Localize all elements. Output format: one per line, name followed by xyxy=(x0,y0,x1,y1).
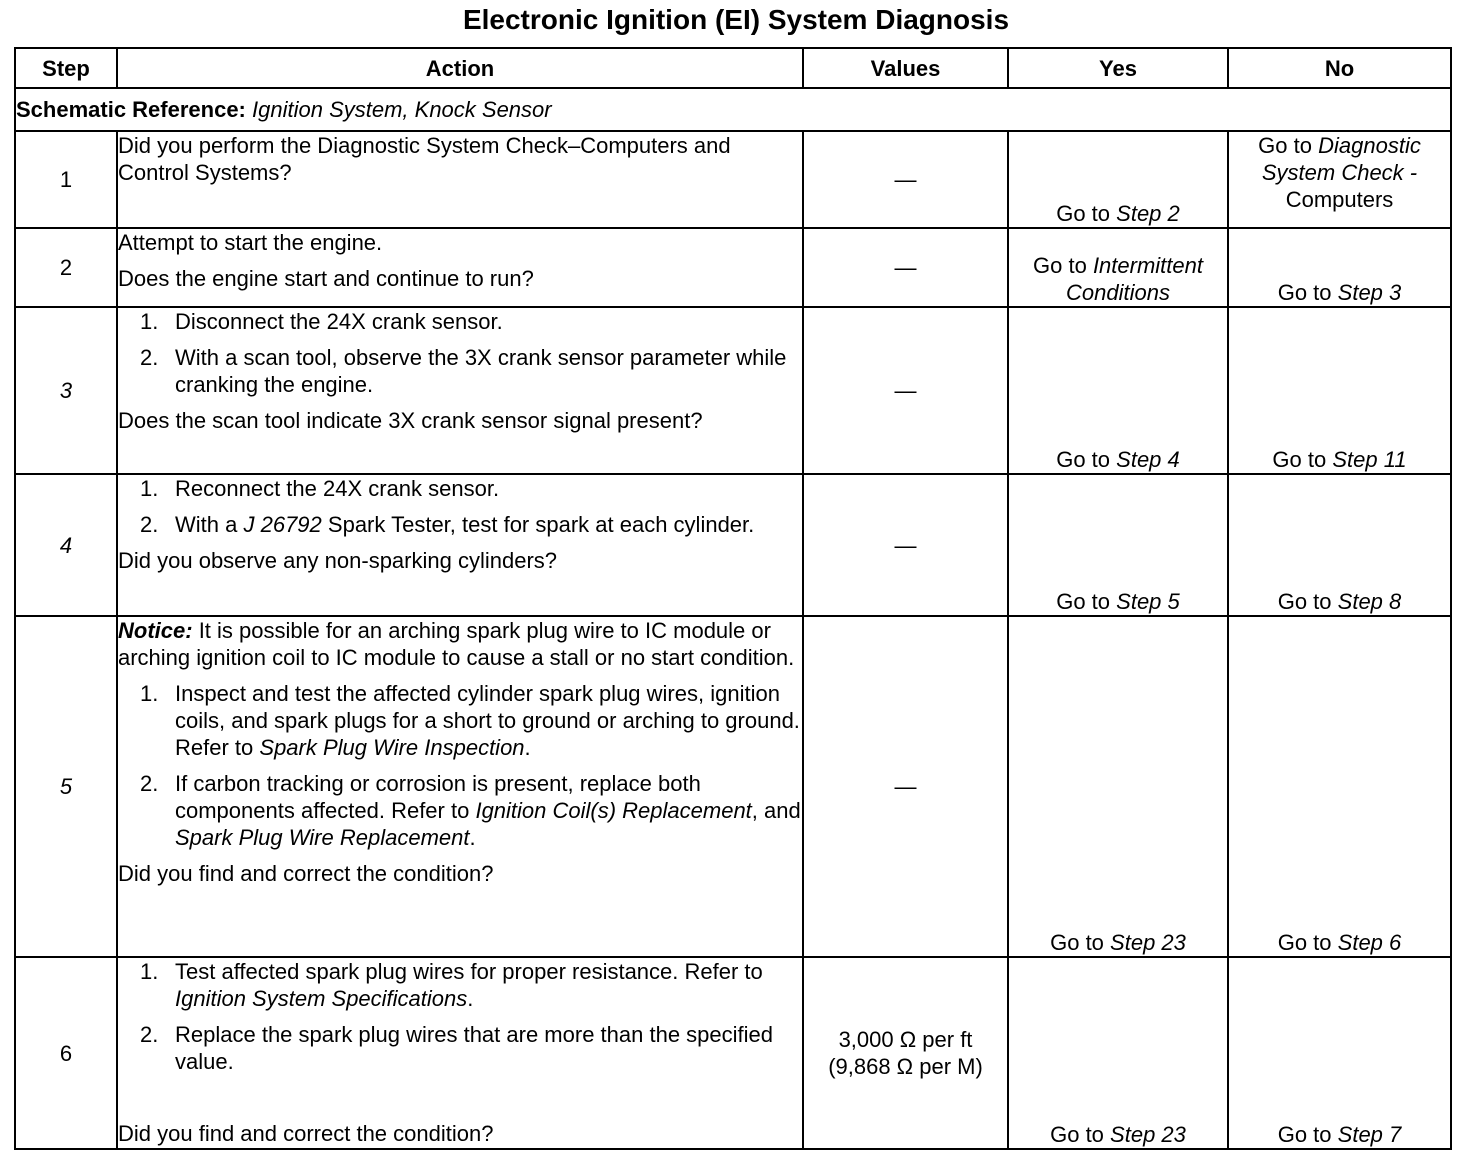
notice xyxy=(118,617,802,671)
header-step: Step xyxy=(15,48,117,88)
step-number: 6 xyxy=(15,957,117,1149)
value-dash: — xyxy=(803,474,1008,616)
action-question: Did you find and correct the condition? xyxy=(118,1121,494,1146)
step-number: 3 xyxy=(15,307,117,474)
table-row xyxy=(15,616,1451,957)
value-dash: — xyxy=(803,307,1008,474)
list-item-text: Disconnect the 24X crank sensor. xyxy=(175,309,503,334)
no-cell xyxy=(1228,307,1451,474)
procedure-reference: Spark Plug Wire Inspection xyxy=(259,735,525,760)
step-number: 5 xyxy=(15,616,117,957)
list-item-text: Test affected spark plug wires for proper resistance. Refer to xyxy=(175,959,763,984)
list-item-conjunction: , and xyxy=(751,798,801,823)
header-no: No xyxy=(1228,48,1451,88)
go-to-label: Go to xyxy=(1277,1122,1332,1147)
resistance-value-metric: (9,868 Ω per M) xyxy=(828,1054,983,1079)
action-question: Does the engine start and continue to run? xyxy=(118,266,534,291)
action-list xyxy=(118,680,802,851)
table-row xyxy=(15,307,1451,474)
header-action: Action xyxy=(117,48,803,88)
no-target: Step 3 xyxy=(1337,280,1402,305)
go-to-label: Go to xyxy=(1056,589,1111,614)
go-to-label: Go to xyxy=(1277,589,1332,614)
schematic-reference-label: Schematic Reference: xyxy=(16,97,246,122)
action-question: Did you find and correct the condition? xyxy=(118,861,494,886)
list-item-text: Inspect and test the affected cylinder spark plug wires, ignition coils, and spark plugs for a short to ground or arching to ground. Refer to xyxy=(175,681,800,760)
schematic-reference xyxy=(15,88,1451,131)
action-cell xyxy=(117,228,803,307)
procedure-reference: Spark Plug Wire Replacement xyxy=(175,825,470,850)
notice-label: Notice: xyxy=(118,618,193,643)
header-row xyxy=(15,48,1451,88)
no-target: Step 11 xyxy=(1332,447,1407,472)
action-cell xyxy=(117,474,803,616)
procedure-reference: Ignition Coil(s) Replacement xyxy=(475,798,752,823)
table-row xyxy=(15,228,1451,307)
list-item-text: With a scan tool, observe the 3X crank sensor parameter while cranking the engine. xyxy=(175,345,787,397)
go-to-label: Go to xyxy=(1277,280,1332,305)
notice-text: It is possible for an arching spark plug wire to IC module or arching ignition coil to IC module to cause a stall or no start condition. xyxy=(118,618,795,670)
yes-cell xyxy=(1008,616,1228,957)
go-to-label: Go to xyxy=(1050,1122,1104,1147)
list-item-text: Replace the spark plug wires that are more than the specified value. xyxy=(175,1022,773,1074)
list-item: 2. With a J 26792 Spark Tester, test for spark at each cylinder. xyxy=(140,512,755,537)
go-to-label: Go to xyxy=(1056,447,1111,472)
action-cell xyxy=(117,616,803,957)
value-dash: — xyxy=(803,131,1008,228)
no-cell xyxy=(1228,957,1451,1149)
go-to-label: Go to xyxy=(1277,930,1332,955)
action-list xyxy=(118,308,802,398)
yes-target: Step 5 xyxy=(1116,589,1180,614)
list-item-text: Spark Tester, test for spark at each cylinder. xyxy=(327,512,755,537)
page-title: Electronic Ignition (EI) System Diagnosis xyxy=(462,4,1010,35)
action-question: Did you perform the Diagnostic System Check–Computers and Control Systems? xyxy=(118,133,731,185)
action-cell xyxy=(117,307,803,474)
list-item: 2. Replace the spark plug wires that are more than the specified value. xyxy=(140,1022,773,1074)
yes-target: Step 2 xyxy=(1116,201,1180,226)
step-number: 2 xyxy=(15,228,117,307)
yes-cell xyxy=(1008,474,1228,616)
schematic-reference-row xyxy=(15,88,1451,131)
no-target: Step 8 xyxy=(1337,589,1402,614)
step-number: 4 xyxy=(15,474,117,616)
action-list xyxy=(118,958,802,1075)
list-item: 1. Inspect and test the affected cylinder spark plug wires, ignition coils, and spark plugs for a short to ground or arching to ground. Refer to Spark Plug Wire Inspection. xyxy=(140,681,800,760)
list-item-text: With a xyxy=(175,512,238,537)
diagnosis-table xyxy=(14,47,1452,1150)
yes-cell xyxy=(1008,131,1228,228)
no-target: Step 6 xyxy=(1337,930,1402,955)
table-row xyxy=(15,474,1451,616)
action-question: Did you observe any non-sparking cylinders? xyxy=(118,548,558,573)
yes-target: Step 4 xyxy=(1116,447,1180,472)
table-row xyxy=(15,957,1451,1149)
yes-cell xyxy=(1008,228,1228,307)
value-cell xyxy=(803,957,1008,1149)
no-cell xyxy=(1228,474,1451,616)
no-target: Diagnostic System Check - xyxy=(1261,133,1421,185)
action-question: Does the scan tool indicate 3X crank sensor signal present? xyxy=(118,408,703,433)
list-item-text: Reconnect the 24X crank sensor. xyxy=(175,476,500,501)
list-item: 1. Test affected spark plug wires for proper resistance. Refer to Ignition System Specifications. xyxy=(140,959,763,1011)
header-yes: Yes xyxy=(1008,48,1228,88)
schematic-reference-value: Ignition System, Knock Sensor xyxy=(252,97,552,122)
no-cell xyxy=(1228,228,1451,307)
go-to-label: Go to xyxy=(1033,253,1087,278)
yes-target: Step 23 xyxy=(1110,1122,1186,1147)
no-cell xyxy=(1228,616,1451,957)
action-text: Attempt to start the engine. xyxy=(118,230,383,255)
list-item: 2. With a scan tool, observe the 3X crank sensor parameter while cranking the engine. xyxy=(140,345,787,397)
list-item-text: If carbon tracking or corrosion is present, replace both components affected. Refer to xyxy=(175,771,701,823)
no-cell xyxy=(1228,131,1451,228)
procedure-reference: Ignition System Specifications xyxy=(175,986,468,1011)
list-item: 2. If carbon tracking or corrosion is present, replace both components affected. Refer to Ignition Coil(s) Replacement, and Spark Plug Wire Replacement. xyxy=(140,771,801,850)
value-dash: — xyxy=(803,616,1008,957)
go-to-label: Go to xyxy=(1272,447,1327,472)
list-item: 1. Disconnect the 24X crank sensor. xyxy=(140,309,503,334)
action-cell xyxy=(117,131,803,228)
no-target-extra: Computers xyxy=(1285,187,1394,212)
yes-cell xyxy=(1008,957,1228,1149)
value-dash: — xyxy=(803,228,1008,307)
action-cell xyxy=(117,957,803,1149)
go-to-label: Go to xyxy=(1258,133,1312,158)
go-to-label: Go to xyxy=(1050,930,1104,955)
tool-reference: J 26792 xyxy=(243,512,322,537)
action-list xyxy=(118,475,802,538)
resistance-value: 3,000 Ω per ft xyxy=(838,1027,973,1052)
header-values: Values xyxy=(803,48,1008,88)
go-to-label: Go to xyxy=(1056,201,1111,226)
step-number: 1 xyxy=(15,131,117,228)
no-target: Step 7 xyxy=(1337,1122,1402,1147)
table-row xyxy=(15,131,1451,228)
yes-cell xyxy=(1008,307,1228,474)
list-item: 1. Reconnect the 24X crank sensor. xyxy=(140,476,500,501)
yes-target: Step 23 xyxy=(1110,930,1186,955)
yes-target: Intermittent Conditions xyxy=(1066,253,1203,305)
